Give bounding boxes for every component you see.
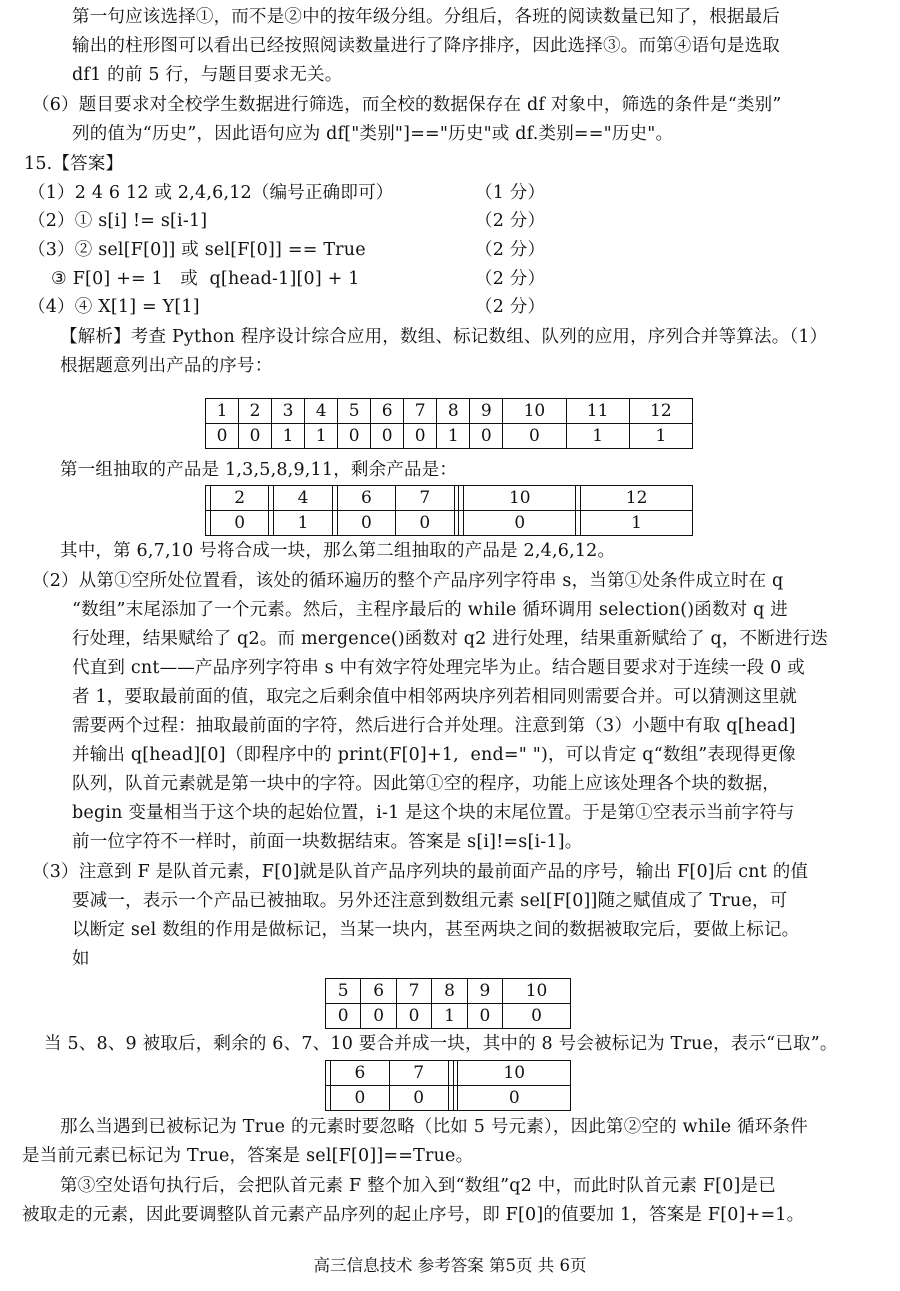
table-cell: 10 [458, 1061, 571, 1086]
item-6-line: 列的值为“历史”，因此语句应为 df["类别"]=="历史"或 df.类别=="历史"。 [72, 124, 674, 144]
table-row [326, 979, 571, 1004]
table-cell: 0 [337, 511, 395, 536]
table-cell: 6 [337, 486, 395, 511]
table-row [206, 486, 693, 511]
part-3-line: （3）注意到 F 是队首元素，F[0]就是队首产品序列块的最前面产品的序号，输出 F[0]后 cnt 的值 [32, 862, 809, 882]
table-row [326, 1061, 571, 1086]
part-2-line: “数组”末尾添加了一个元素。然后，主程序最后的 while 循环调用 selection()函数对 q 进 [72, 600, 788, 620]
answer-3b: ③ F[0] += 1 或 q[head-1][0] + 1 [28, 269, 360, 289]
table-cell: 9 [470, 399, 503, 424]
table-cell: 11 [566, 399, 629, 424]
table-cell: 7 [396, 486, 454, 511]
table-cell: 6 [361, 979, 396, 1004]
table-cell: 1 [206, 399, 239, 424]
table-cell: 10 [503, 979, 571, 1004]
table-cell: 0 [206, 424, 239, 449]
table-cell: 12 [581, 486, 693, 511]
paragraph-line: 是当前元素已标记为 True，答案是 sel[F[0]]==True。 [22, 1146, 474, 1166]
answer-3b-score: （2 分） [475, 269, 546, 289]
table-cell: 8 [432, 979, 467, 1004]
paragraph-line: 被取走的元素，因此要调整队首元素产品序列的起止序号，即 F[0]的值要加 1，答案是 F[0]+=1。 [22, 1205, 805, 1225]
part-2-line: 队列，队首元素就是第一块中的字符。因此第①空的程序，功能上应该处理各个块的数据， [72, 774, 780, 794]
table-cell: 4 [305, 399, 338, 424]
analysis-line: 根据题意列出产品的序号： [60, 356, 273, 376]
table-cell: 0 [503, 424, 566, 449]
table-cell: 2 [239, 399, 272, 424]
answer-3a-score: （2 分） [475, 240, 546, 260]
merged-block-table [325, 1060, 571, 1111]
table-cell: 7 [389, 1061, 448, 1086]
part-2-line: 者 1，要取最前面的值，取完之后剩余值中相邻两块序列若相同则需要合并。可以猜测这里就 [72, 687, 798, 707]
part-3-line: 以断定 sel 数组的作用是做标记，当某一块内，甚至两块之间的数据被取完后，要做上标记。 [72, 920, 800, 940]
table-cell: 0 [361, 1004, 396, 1029]
table-cell: 5 [338, 399, 371, 424]
table-cell: 1 [274, 511, 332, 536]
table-cell: 10 [464, 486, 576, 511]
answer-2: （2）① s[i] != s[i-1] [28, 211, 208, 231]
page-footer: 高三信息技术 参考答案 第5页 共 6页 [313, 1256, 587, 1275]
part-3-line: 要减一，表示一个产品已被抽取。另外还注意到数组元素 sel[F[0]]随之赋值成了 True，可 [72, 891, 788, 911]
table-cell: 1 [272, 424, 305, 449]
table-cell: 3 [272, 399, 305, 424]
table-cell: 0 [239, 424, 272, 449]
table-row [206, 424, 693, 449]
paragraph-line: 输出的柱形图可以看出已经按照阅读数量进行了降序排序，因此选择③。而第④语句是选取 [72, 36, 780, 56]
table-cell: 2 [210, 486, 268, 511]
table-cell: 9 [467, 979, 502, 1004]
table-cell: 8 [437, 399, 470, 424]
part-2-line: 需要两个过程：抽取最前面的字符，然后进行合并处理。注意到第（3）小题中有取 q[head] [72, 716, 796, 736]
table-cell: 6 [371, 399, 404, 424]
table-cell: 10 [503, 399, 566, 424]
block-example-table [325, 978, 571, 1029]
paragraph-line: 那么当遇到已被标记为 True 的元素时要忽略（比如 5 号元素），因此第②空的 while 循环条件 [60, 1117, 808, 1137]
table-row [206, 511, 693, 536]
table-cell: 0 [330, 1086, 389, 1111]
item-6-line: （6）题目要求对全校学生数据进行筛选，而全校的数据保存在 df 对象中，筛选的条件是“类别” [32, 95, 782, 115]
table-row [326, 1004, 571, 1029]
paragraph-line: 第一句应该选择①，而不是②中的按年级分组。分组后，各班的阅读数量已知了，根据最后 [72, 7, 780, 27]
part-2-line: 代直到 cnt——产品序列字符串 s 中有效字符处理完毕为止。结合题目要求对于连续一段 0 或 [72, 658, 805, 678]
table-cell: 0 [338, 424, 371, 449]
answer-4: （4）④ X[1] = Y[1] [28, 297, 200, 317]
table-cell: 7 [396, 979, 431, 1004]
table-cell: 1 [305, 424, 338, 449]
table-cell: 1 [437, 424, 470, 449]
table-cell: 4 [274, 486, 332, 511]
answer-1-score: （1 分） [475, 183, 546, 203]
answer-4-score: （2 分） [475, 297, 546, 317]
table-cell: 0 [396, 511, 454, 536]
answer-3a: （3）② sel[F[0]] 或 sel[F[0]] == True [28, 240, 366, 260]
remaining-products-table [205, 485, 693, 536]
table-cell: 1 [566, 424, 629, 449]
table-cell: 7 [404, 399, 437, 424]
answer-2-score: （2 分） [475, 211, 546, 231]
table-cell: 0 [210, 511, 268, 536]
analysis-line: 【解析】考查 Python 程序设计综合应用，数组、标记数组、队列的应用，序列合并等算法。（1） [60, 327, 828, 347]
answer-1: （1）2 4 6 12 或 2,4,6,12（编号正确即可） [28, 183, 394, 203]
table-cell: 0 [371, 424, 404, 449]
table-cell: 1 [629, 424, 692, 449]
table-cell: 12 [629, 399, 692, 424]
part-2-line: 并输出 q[head][0]（即程序中的 print(F[0]+1, end=" ")，可以肯定 q“数组”表现得更像 [72, 745, 796, 765]
table-cell: 0 [464, 511, 576, 536]
table-cell: 1 [581, 511, 693, 536]
paragraph-line: 当 5、8、9 被取后，剩余的 6、7、10 要合并成一块，其中的 8 号会被标记为 True，表示“已取”。 [44, 1034, 838, 1054]
paragraph-line: 第③空处语句执行后，会把队首元素 F 整个加入到“数组”q2 中，而此时队首元素 F[0]是已 [60, 1176, 776, 1196]
part-3-line: 如 [72, 949, 90, 969]
table-cell: 0 [470, 424, 503, 449]
table-cell: 5 [326, 979, 361, 1004]
question-15-heading: 15.【答案】 [24, 154, 124, 174]
table-cell: 0 [389, 1086, 448, 1111]
table-cell: 0 [396, 1004, 431, 1029]
table-cell: 0 [326, 1004, 361, 1029]
table-cell: 0 [503, 1004, 571, 1029]
table-cell: 1 [432, 1004, 467, 1029]
part-2-line: （2）从第①空所处位置看，该处的循环遍历的整个产品序列字符串 s，当第①处条件成立时在 q [32, 571, 784, 591]
part-2-line: 行处理，结果赋给了 q2。而 mergence()函数对 q2 进行处理，结果重新赋给了 q，不断进行迭 [72, 629, 829, 649]
table-row [326, 1086, 571, 1111]
table-cell: 0 [467, 1004, 502, 1029]
table-cell: 0 [458, 1086, 571, 1111]
paragraph-line: 第一组抽取的产品是 1,3,5,8,9,11，剩余产品是： [60, 460, 458, 480]
table-cell: 6 [330, 1061, 389, 1086]
table-row [206, 399, 693, 424]
part-2-line: begin 变量相当于这个块的起始位置，i-1 是这个块的末尾位置。于是第①空表示当前字符与 [72, 803, 795, 823]
part-2-line: 前一位字符不一样时，前面一块数据结束。答案是 s[i]!=s[i-1]。 [72, 832, 583, 852]
paragraph-line: 其中，第 6,7,10 号将合成一块，那么第二组抽取的产品是 2,4,6,12。 [60, 541, 616, 561]
product-sequence-table [205, 398, 693, 449]
table-cell: 0 [404, 424, 437, 449]
paragraph-line: df1 的前 5 行，与题目要求无关。 [72, 65, 343, 85]
